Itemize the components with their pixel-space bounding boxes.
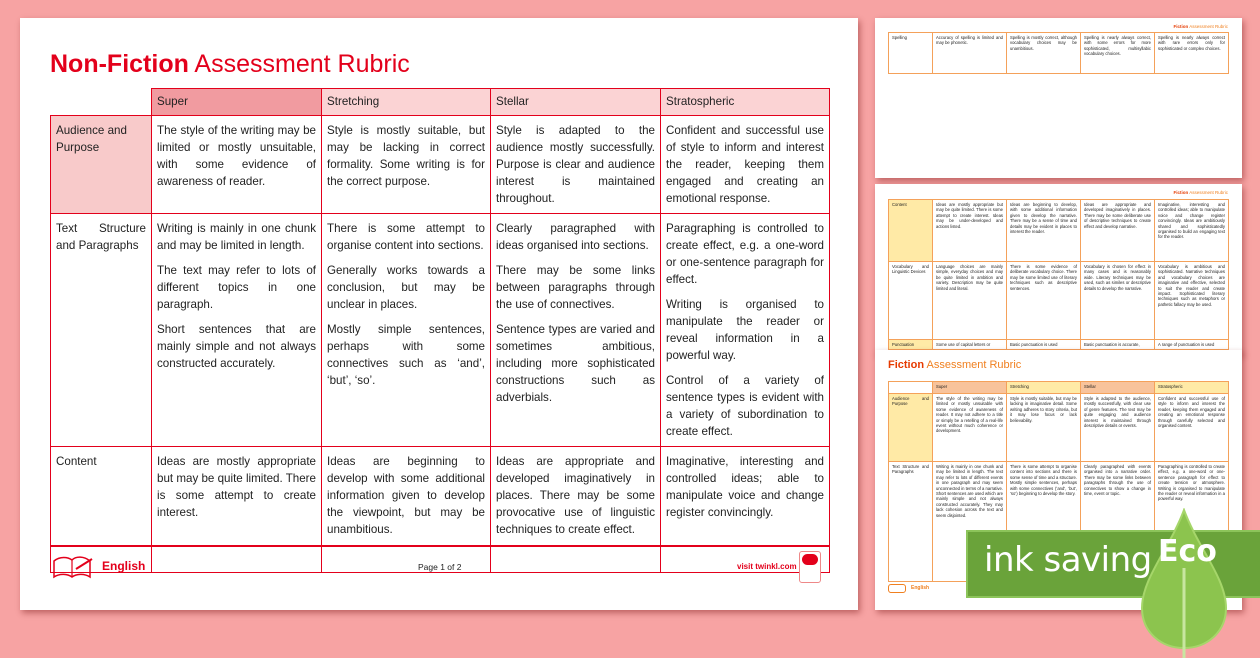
row-label: Text Structure and Paragraphs xyxy=(51,214,152,447)
preview-table xyxy=(888,199,1229,350)
footer-divider xyxy=(50,545,829,547)
table-row xyxy=(889,200,1229,262)
running-head: Fiction Assessment Rubric xyxy=(1173,190,1228,195)
english-book-icon xyxy=(888,584,906,593)
table-cell: Accuracy of spelling is limited and may be phonetic. xyxy=(933,33,1007,74)
table-row xyxy=(51,447,830,573)
table-cell: Spelling is mostly correct, although vocabulary choices may be unambitious. xyxy=(1007,33,1081,74)
row-label: Audience and Purpose xyxy=(51,116,152,214)
eco-leaf-icon xyxy=(1140,508,1228,658)
table-cell: Writing is mainly in one chunk and may be limited in length. The text may refer to lots of different events in one paragraph and may seem unconnected in terms of a narrative. Short sentences are used which are mainly simple and not always constructed accurately. They may lack cohesion across the text and seem disjointed. xyxy=(933,462,1007,582)
twinkl-quality-badge xyxy=(799,551,821,583)
table-cell: There is some attempt to organise content into sections. Generally works towards a conclusion, but may be unclear in places. Mostly simple sentences, perhaps with some connectives such as ‘and’, ‘but’, ‘so’. xyxy=(322,214,491,447)
table-row xyxy=(889,33,1229,74)
table-cell: Paragraphing is controlled to create effect, e.g. a one-word or one-sentence paragraph for effect to create tension or atmosphere. Writing is organised to manipulate the reader or reveal information in a powerful way. xyxy=(1155,462,1229,582)
table-cell: There is some evidence of deliberate vocabulary choice. There may be some limited use of literary techniques such as descriptive sentences. xyxy=(1007,262,1081,340)
column-header: Stratospheric xyxy=(1155,382,1229,394)
table-cell: Ideas are mostly appropriate but may be quite limited. There is some attempt to create interest. Ideas may be under-developed and actions listed. xyxy=(933,200,1007,262)
row-label: Text Structure and Paragraphs xyxy=(889,462,933,582)
table-cell: Confident and successful use of style to inform and interest the reader, keeping them engaged and creating an emotional response. xyxy=(661,116,830,214)
page-number: Page 1 of 2 xyxy=(418,562,462,572)
table-cell: Clearly paragraphed with events organised into a narrative order. There may be some links between paragraphs through the use of connectives to show a change in time, event or topic. xyxy=(1081,462,1155,582)
row-label: Punctuation xyxy=(889,340,933,350)
row-label: Content xyxy=(889,200,933,262)
table-row xyxy=(889,340,1229,350)
table-cell: The style of the writing may be limited or mostly unsuitable with some evidence of awareness of reader. It may not adhere to a title or simply be a retelling of a real-life event without much coherence or development. xyxy=(933,394,1007,462)
table-cell: Clearly paragraphed with ideas organised into sections. There may be some links between paragraphs through the use of connectives. Sentence types are varied and sometimes ambitious, including more sophisticated constructions such as adverbials. xyxy=(491,214,661,447)
table-cell: Some use of capital letters or xyxy=(933,340,1007,350)
table-cell: Style is mostly suitable, but may be lacking in imaginative detail. Some writing adheres to story criteria, but it may lose focus or lack believability. xyxy=(1007,394,1081,462)
table-cell: Ideas are appropriate and developed imaginatively in places. There may be some provocative use of linguistic techniques to create effect. xyxy=(491,447,661,573)
table-cell: Ideas are beginning to develop with some additional information given to develop the viewpoint, but may be unambitious. xyxy=(322,447,491,573)
table-cell: Vocabulary is ambitious and sophisticated. Narrative techniques and vocabulary choices are imaginative and effective, selected to suit the reader and create impact. Sophisticated literary techniques such as metaphors or pathetic fallacy may be used. xyxy=(1155,262,1229,340)
preview-page-spelling[interactable] xyxy=(875,18,1242,178)
column-header: Stretching xyxy=(322,89,491,116)
table-cell: Basic punctuation is used xyxy=(1007,340,1081,350)
main-page xyxy=(20,18,858,610)
column-header: Super xyxy=(152,89,322,116)
table-cell: Confident and successful use of style to inform and interest the reader, keeping them engaged and creating an emotional response through carefully selected and organised content. xyxy=(1155,394,1229,462)
rubric-table xyxy=(50,88,830,573)
table-cell: Basic punctuation is accurate, xyxy=(1081,340,1155,350)
table-cell: Ideas are beginning to develop, with some additional information given to develop the narrative. There may be a sense of time and details may be evident in places to interest the reader. xyxy=(1007,200,1081,262)
ink-saving-label: ink saving xyxy=(984,540,1152,580)
table-cell: Paragraphing is controlled to create effect, e.g. a one-word or one-sentence paragraph for effect. Writing is organised to manipulate the reader or reveal information in a powerful way. Control of a variety of sentence types is evident with a variety of subordination to create effect. xyxy=(661,214,830,447)
table-cell: Style is adapted to the audience mostly successfully. Purpose is clear and audience interest is maintained throughout. xyxy=(491,116,661,214)
column-header: Stratospheric xyxy=(661,89,830,116)
table-cell: Writing is mainly in one chunk and may be limited in length. The text may refer to lots of different topics in one paragraph. Short sentences that are mainly simple and not always constructed accurately. xyxy=(152,214,322,447)
table-cell: Ideas are mostly appropriate but may be quite limited. There is some attempt to create interest. xyxy=(152,447,322,573)
column-header: Stellar xyxy=(491,89,661,116)
table-cell: Imaginative, interesting and controlled ideas; able to manipulate voice and change register convincingly. Ideas are ambitiously shared and sophisticatedly organised to build an engaging text for the reader. xyxy=(1155,200,1229,262)
table-cell: The style of the writing may be limited or mostly unsuitable, with some evidence of awareness of reader. xyxy=(152,116,322,214)
table-cell: Imaginative, interesting and controlled ideas; able to manipulate voice and change register convincingly. xyxy=(661,447,830,573)
visit-link[interactable]: visit twinkl.com xyxy=(737,562,797,571)
preview-page-content[interactable] xyxy=(875,184,1242,354)
header-row xyxy=(889,382,1229,394)
eco-label: Eco xyxy=(1158,534,1217,569)
table-cell: Style is mostly suitable, but may be lacking in correct formality. Some writing is for the correct purpose. xyxy=(322,116,491,214)
row-label: Spelling xyxy=(889,33,933,74)
row-label: Audience and Purpose xyxy=(889,394,933,462)
footer-subject: English xyxy=(911,585,930,591)
row-label: Vocabulary and Linguistic Devices xyxy=(889,262,933,340)
running-head: Fiction Assessment Rubric xyxy=(1173,24,1228,29)
table-row xyxy=(51,116,830,214)
table-cell: Language choices are mainly simple, everyday choices and may be quite limited in ambition and variety. Description may be quite limited and literal. xyxy=(933,262,1007,340)
table-cell: Style is adapted to the audience, mostly successfully, with clear use of genre features. The text may be quite engaging and audience interest is maintained through descriptive details or events. xyxy=(1081,394,1155,462)
table-row xyxy=(889,394,1229,462)
page-title: Non-Fiction Assessment Rubric xyxy=(50,50,410,78)
english-book-icon xyxy=(50,555,94,581)
preview-table xyxy=(888,32,1229,74)
column-header: Stretching xyxy=(1007,382,1081,394)
column-header: Super xyxy=(933,382,1007,394)
table-row xyxy=(51,214,830,447)
table-row xyxy=(889,262,1229,340)
table-cell: Spelling is nearly always correct with rare errors only for sophisticated or complex choices. xyxy=(1155,33,1229,74)
table-cell: A range of punctuation is used xyxy=(1155,340,1229,350)
table-cell: Vocabulary is chosen for effect in many cases and is reasonably wide. Literary techniques may be used, such as similes or descriptive details to develop the narrative. xyxy=(1081,262,1155,340)
column-header: Stellar xyxy=(1081,382,1155,394)
row-label: Content xyxy=(51,447,152,573)
fiction-title: Fiction Assessment Rubric xyxy=(888,359,1022,371)
table-cell: Ideas are appropriate and developed imaginatively in places. There may be some deliberate use of descriptive techniques to create effect and develop narrative. xyxy=(1081,200,1155,262)
table-cell: Spelling is nearly always correct, with some errors for more sophisticated, multisyllabic vocabulary choices. xyxy=(1081,33,1155,74)
header-row xyxy=(51,89,830,116)
footer-subject: English xyxy=(102,559,146,573)
table-cell: There is some attempt to organise content into sections and there is some sense of time and a structure. Mostly simple sentences, perhaps with some connectives (‘and’, ‘but’, ‘so’) beginning to develop the story. xyxy=(1007,462,1081,582)
